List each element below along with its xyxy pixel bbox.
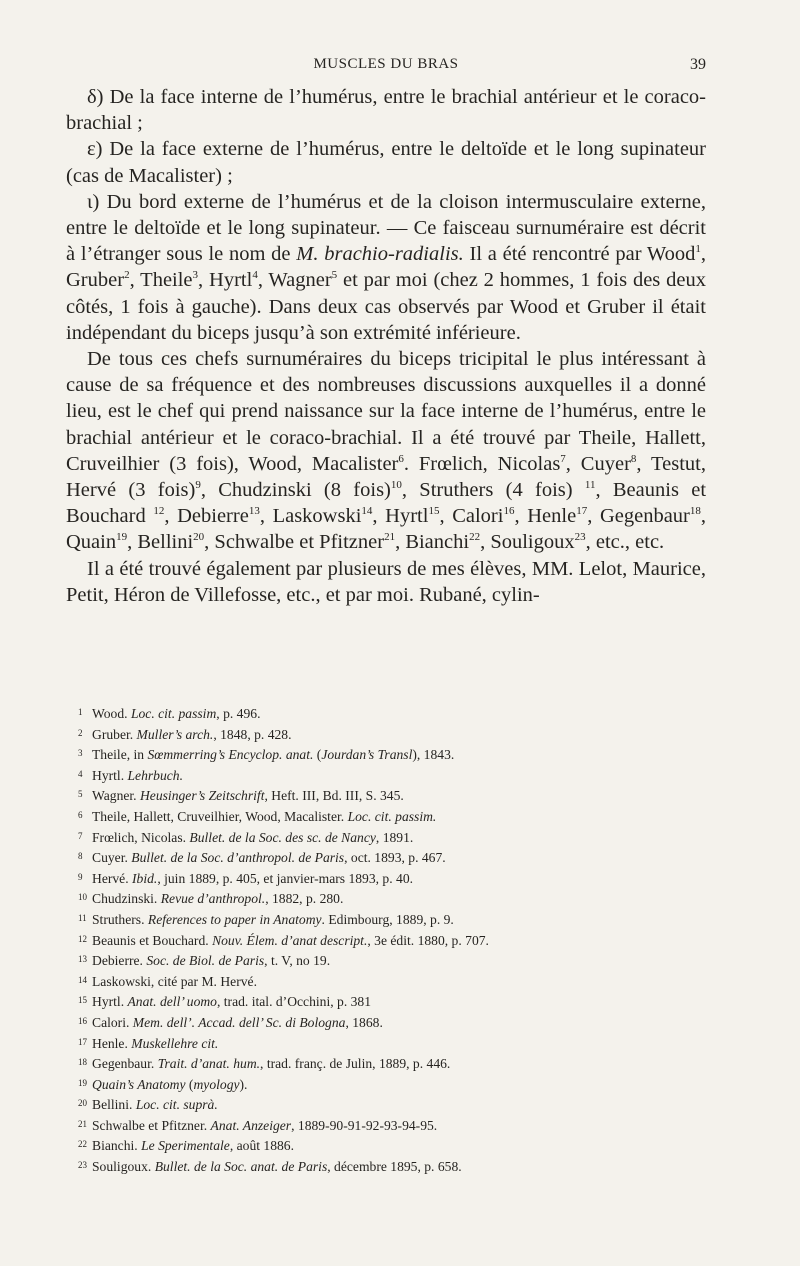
text-run: Bellini. [92,1097,136,1113]
footnote-number: 22 [78,1139,87,1150]
text-run: , Beaunis et Bouchard [66,479,707,528]
text-run: , 1868. [345,1014,383,1030]
text-run: , 3e édit. 1880, p. 707. [367,932,489,948]
text-run: Wagner. [92,788,140,804]
text-run: , Schwalbe et Pfitzner [204,531,385,554]
footnote-item [78,1135,718,1156]
footnote-number: 2 [78,727,83,738]
text-run: , Testut, Hervé (3 fois) [66,452,706,502]
italic-text: Bullet. de la Soc. d’anthropol. de Paris [131,850,345,866]
footnote-ref: 7 [560,452,566,465]
footnote-number: 10 [78,892,87,903]
text-run: Bianchi. [92,1138,142,1154]
footnote-number: 15 [78,995,87,1006]
text-run: Debierre. [92,953,147,969]
italic-text: Soc. de Biol. de Paris [146,953,265,969]
text-run: , oct. 1893, p. 467. [344,850,446,866]
italic-text: myology [193,1076,240,1092]
italic-text: Trait. d’anat. hum. [157,1056,261,1072]
footnote-ref: 3 [192,269,199,282]
footnote-ref: 18 [689,505,701,518]
footnote-item [78,1074,718,1095]
footnote-item [78,1033,718,1054]
text-run: ( [185,1076,194,1092]
footnote-item [78,930,718,951]
footnote-number: 3 [78,748,83,759]
paragraph-epsilon [66,136,706,188]
italic-text: Revue d’anthropol. [160,891,266,907]
text-run: Wood. [92,706,131,721]
footnote-item [78,1053,718,1074]
footnote-ref: 4 [252,269,258,282]
text-run: , août 1886. [229,1138,294,1154]
text-run: ). [239,1076,248,1092]
italic-text: References to paper in Anatomy [147,911,322,927]
text-run: Beaunis et Bouchard. [92,932,213,948]
italic-text: Le Sperimentale [141,1138,230,1154]
text-run: Schwalbe et Pfitzner. [92,1117,211,1133]
paragraph-p4 [66,346,706,556]
footnote-ref: 14 [361,505,373,518]
italic-text: Loc. cit. suprà. [135,1097,218,1113]
footnote-item [78,991,718,1012]
text-run: , Laskowski [259,505,362,528]
italic-text: Quain’s Anatomy [92,1076,186,1092]
footnote-item [78,1094,718,1115]
footnote-number: 18 [78,1057,87,1068]
italic-text: Anat. dell’ uomo [127,994,217,1010]
footnote-item [78,724,718,745]
footnote-number: 21 [78,1118,87,1129]
footnote-number: 11 [78,912,87,923]
text-run: , Quain [66,505,707,554]
text-run: Chudzinski. [92,891,161,907]
footnote-item [78,1012,718,1033]
italic-text: Bullet. de la Soc. anat. de Paris [154,1159,328,1175]
text-run: , Calori [439,505,504,528]
footnote-item [78,703,718,724]
text-run: , Theile [129,269,193,292]
text-run: , Hyrtl [372,505,429,528]
running-title: MUSCLES DU BRAS [313,56,459,72]
footnote-item [78,868,718,889]
text-run: Laskowski, cité par M. Hervé. [92,973,257,989]
text-run: et par moi (chez 2 hommes, 1 fois des deux côtés, 1 fois à gauche). Dans deux cas observés par Wood et Gruber il était indépendant du biceps jusqu’à son extrémité inférieure. [66,269,706,344]
text-run: ), 1843. [412,747,455,763]
text-run: Hyrtl. [92,767,128,783]
footnote-ref: 8 [630,452,637,465]
footnote-ref: 10 [390,479,402,492]
text-run: ε) De la face externe de l’humérus, entre le deltoïde et le long supinateur (cas de Macalister) ; [66,138,706,187]
text-run: , Bellini [127,531,194,554]
footnote-item [78,1115,718,1136]
footnote-ref: 23 [574,531,586,544]
footnote-ref: 6 [398,452,404,465]
footnote-item [78,765,718,786]
text-run: De tous ces chefs surnuméraires du biceps tricipital le plus intéressant à cause de sa fréquence et des nombreuses discussions auxquelles il a donné lieu, est le chef qui prend naissance sur la face interne de l’humérus, entre le brachial antérieur et le coraco-brachial. Il a été trouvé par Theile, Hallett, Cruveilhier (3 fois), Wood, Macalister [66,348,706,475]
text-run: Frœlich, Nicolas. [92,829,190,845]
footnote-ref: 16 [503,505,515,518]
footnote-item [78,744,718,765]
italic-text: Jourdan’s Transl [321,747,413,763]
text-run: . Edimbourg, 1889, p. 9. [321,911,454,927]
text-run: Souligoux. [92,1159,155,1175]
footnote-number: 8 [78,851,83,862]
text-run: Il a été rencontré par Wood [463,243,696,266]
text-run: , p. 496. [216,706,261,721]
footnote-ref: 20 [193,531,205,544]
footnote-item [78,806,718,827]
text-run: , t. V, no 19. [264,953,331,969]
text-run: , 1848, p. 428. [213,726,292,742]
footnote-number: 17 [78,1036,87,1047]
footnote-number: 16 [78,1015,87,1026]
italic-text: Loc. cit. passim. [347,808,437,824]
text-run: , etc., etc. [585,531,665,554]
footnote-number: 19 [78,1077,87,1088]
text-run: δ) De la face interne de l’humérus, entre le brachial antérieur et le coraco-brachial ; [66,86,706,135]
text-run: Cuyer. [92,850,132,866]
text-run: , juin 1889, p. 405, et janvier-mars 1893, p. 40. [157,870,414,886]
footnote-item [78,909,718,930]
footnote-number: 7 [78,830,83,841]
footnote-item [78,888,718,909]
text-run: , 1882, p. 280. [265,891,344,907]
text-run: . Frœlich, Nicolas [403,452,561,475]
italic-text: Loc. cit. passim [130,706,217,721]
text-run: Gegenbaur. [92,1056,158,1072]
footnote-number: 23 [78,1160,87,1171]
italic-text: Muller’s arch. [136,726,214,742]
italic-text: Muskellehre cit. [131,1035,219,1051]
footnote-number: 5 [78,789,83,800]
text-run: , 1889-90-91-92-93-94-95. [291,1117,438,1133]
main-text [66,84,706,608]
footnote-number: 6 [78,809,83,820]
text-run: Theile, in [92,747,148,763]
italic-text: Lehrbuch. [127,767,184,783]
footnote-item [78,847,718,868]
text-run: , Debierre [164,505,249,528]
footnote-ref: 9 [195,479,201,492]
footnote-ref: 13 [248,505,260,518]
italic-text: Anat. Anzeiger [210,1117,292,1133]
paragraph-p5 [66,556,706,608]
italic-text: Heusinger’s Zeitschrift [139,788,265,804]
text-run: , Cuyer [565,452,631,475]
text-run: ( [313,747,322,763]
text-run: Gruber. [92,726,137,742]
text-run: , Gruber [66,243,707,292]
footnote-ref: 22 [469,531,481,544]
paragraph-delta [66,84,706,136]
footnote-ref: 17 [576,505,588,518]
footnote-item [78,785,718,806]
text-run: Henle. [92,1035,132,1051]
footnote-number: 12 [78,933,87,944]
paragraph-iota [66,189,706,346]
footnote-number: 9 [78,871,83,882]
footnote-number: 4 [78,768,83,779]
text-run: , Struthers (4 fois) [401,479,585,502]
text-run: , trad. franç. de Julin, 1889, p. 446. [260,1056,451,1072]
footnote-number: 20 [78,1098,87,1109]
text-run: , trad. ital. d’Occhini, p. 381 [216,994,372,1010]
footnote-item [78,827,718,848]
text-run: , Wagner [257,269,332,292]
footnote-ref: 12 [153,505,165,518]
footnote-number: 14 [78,974,87,985]
footnote-ref: 1 [695,243,701,256]
italic-text: Ibid. [132,870,158,886]
footnote-number: 1 [78,707,83,717]
text-run: ι) Du bord externe de l’humérus et de la cloison intermusculaire externe, entre le deltoïde et le long supinateur. — Ce faisceau surnuméraire est décrit à l’étranger sous le nom de [66,190,706,266]
footnotes [78,703,718,1177]
text-run: , Bianchi [395,531,470,554]
italic-text: Mem. dell’. Accad. dell’ Sc. di Bologna [132,1014,346,1030]
text-run: , Henle [514,505,577,528]
footnote-ref: 5 [331,269,338,282]
page-number: 39 [690,56,706,73]
text-run: , Souligoux [480,531,575,554]
text-run: , décembre 1895, p. 658. [327,1159,462,1175]
footnote-item [78,950,718,971]
footnote-ref: 21 [384,531,396,544]
italic-text: Bullet. de la Soc. des sc. de Nancy [189,829,376,845]
text-run: , Hyrtl [198,269,253,292]
text-run: , Gegenbaur [587,505,690,528]
text-run: , 1891. [375,829,414,845]
footnote-ref: 15 [428,505,440,518]
text-run: Calori. [92,1014,133,1030]
footnote-item [78,1156,718,1177]
text-run: Struthers. [92,911,148,927]
footnote-ref: 19 [116,531,128,544]
italic-text: Nouv. Élem. d’anat descript. [212,932,368,948]
text-run: Il a été trouvé également par plusieurs de mes élèves, MM. Lelot, Maurice, Petit, Héron de Villefosse, etc., et par moi. Rubané, cylin- [66,557,706,606]
text-run: Hervé. [92,870,133,886]
footnote-number: 13 [78,954,87,965]
text-run: Hyrtl. [92,994,128,1010]
footnote-ref: 2 [124,269,130,282]
italic-text: M. brachio-radialis. [296,243,464,266]
text-run: , Heft. III, Bd. III, S. 345. [264,788,404,804]
footnote-ref: 11 [584,479,596,492]
text-run: , Chudzinski (8 fois) [200,479,391,502]
running-header [66,56,706,80]
text-run: Theile, Hallett, Cruveilhier, Wood, Macalister. [92,808,348,824]
footnote-item [78,971,718,992]
italic-text: Sœmmerring’s Encyclop. anat. [147,747,314,763]
